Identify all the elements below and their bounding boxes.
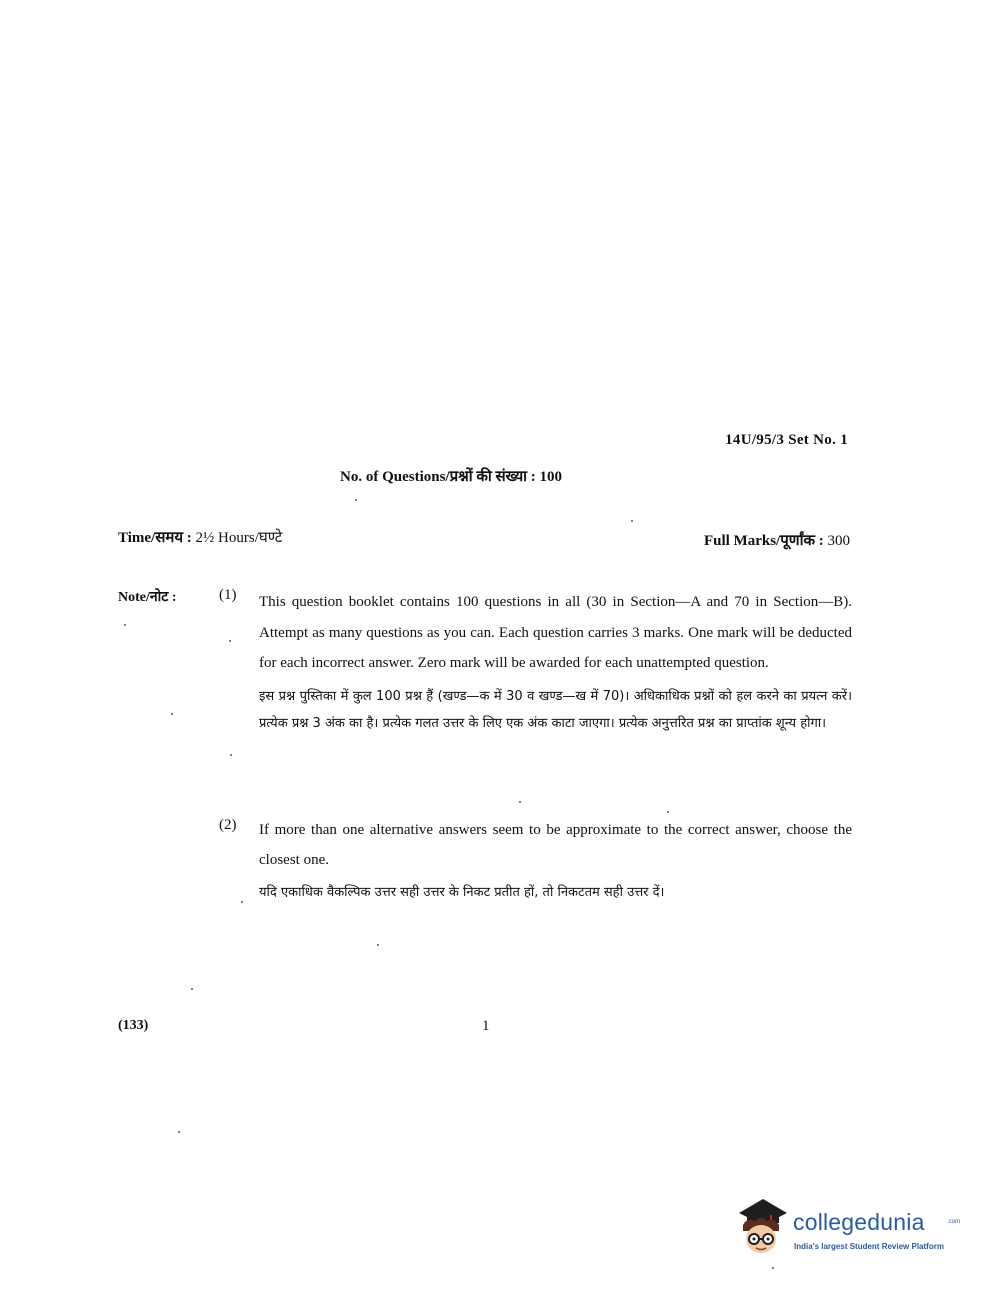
note-number-1: (1) bbox=[219, 587, 237, 603]
logo-name: collegedunia bbox=[793, 1209, 925, 1235]
note-2-english: If more than one alternative answers seem to be approximate to the correct answer, choose the closest one. bbox=[259, 822, 852, 868]
scan-speck bbox=[191, 988, 193, 990]
time-value: 2½ Hours/घण्टे bbox=[195, 530, 283, 546]
note-label: Note/नोट : bbox=[118, 590, 177, 605]
scan-speck bbox=[519, 801, 521, 803]
note-1-english: This question booklet contains 100 questions in all (30 in Section—A and 70 in Section—B). Attempt as many questions as you can. Each question carries 3 marks. One mark will be deducted for each incorrect answer. Zero mark will be awarded for each unattempted question. bbox=[259, 594, 852, 671]
paper-code: 14U/95/3 Set No. 1 bbox=[725, 432, 848, 448]
footer-code: (133) bbox=[118, 1018, 149, 1033]
scan-speck bbox=[667, 811, 669, 813]
scan-speck bbox=[171, 713, 173, 715]
page-number: 1 bbox=[482, 1018, 490, 1034]
scan-speck bbox=[631, 520, 633, 522]
note-2-hindi: यदि एकाधिक वैकल्पिक उत्तर सही उत्तर के निकट प्रतीत हों, तो निकटतम सही उत्तर दें। bbox=[259, 885, 665, 900]
scan-speck bbox=[772, 1267, 774, 1269]
note-2 bbox=[259, 815, 852, 906]
logo-domain: .com bbox=[947, 1219, 961, 1225]
time-label: Time/समय : bbox=[118, 530, 192, 546]
scan-speck bbox=[241, 901, 243, 903]
time-allowed bbox=[118, 527, 282, 547]
student-mascot-icon bbox=[733, 1195, 789, 1257]
marks-value: 300 bbox=[827, 533, 850, 549]
scan-speck bbox=[230, 754, 232, 756]
full-marks bbox=[704, 530, 850, 550]
collegedunia-logo bbox=[733, 1195, 963, 1265]
note-number-2: (2) bbox=[219, 817, 237, 833]
note-1-hindi: इस प्रश्न पुस्तिका में कुल 100 प्रश्न हैं (खण्ड—क में 30 व खण्ड—ख में 70)। अधिकाधिक प्रश्नों को हल करने का प्रयत्न करें। प्रत्येक प्रश्न 3 अंक का है। प्रत्येक गलत उत्तर के लिए एक अंक काटा जाएगा। प्रत्येक अनुत्तरित प्रश्न का प्राप्तांक शून्य होगा। bbox=[259, 688, 852, 731]
scan-speck bbox=[124, 624, 126, 626]
scan-speck bbox=[229, 640, 231, 642]
scan-speck bbox=[355, 499, 357, 501]
note-1 bbox=[259, 587, 852, 737]
scan-speck bbox=[178, 1131, 180, 1133]
logo-tagline: India's largest Student Review Platform bbox=[794, 1242, 944, 1251]
question-count: No. of Questions/प्रश्नों की संख्या : 100 bbox=[340, 469, 563, 485]
marks-label: Full Marks/पूर्णांक : bbox=[703, 533, 824, 549]
scan-speck bbox=[377, 944, 379, 946]
